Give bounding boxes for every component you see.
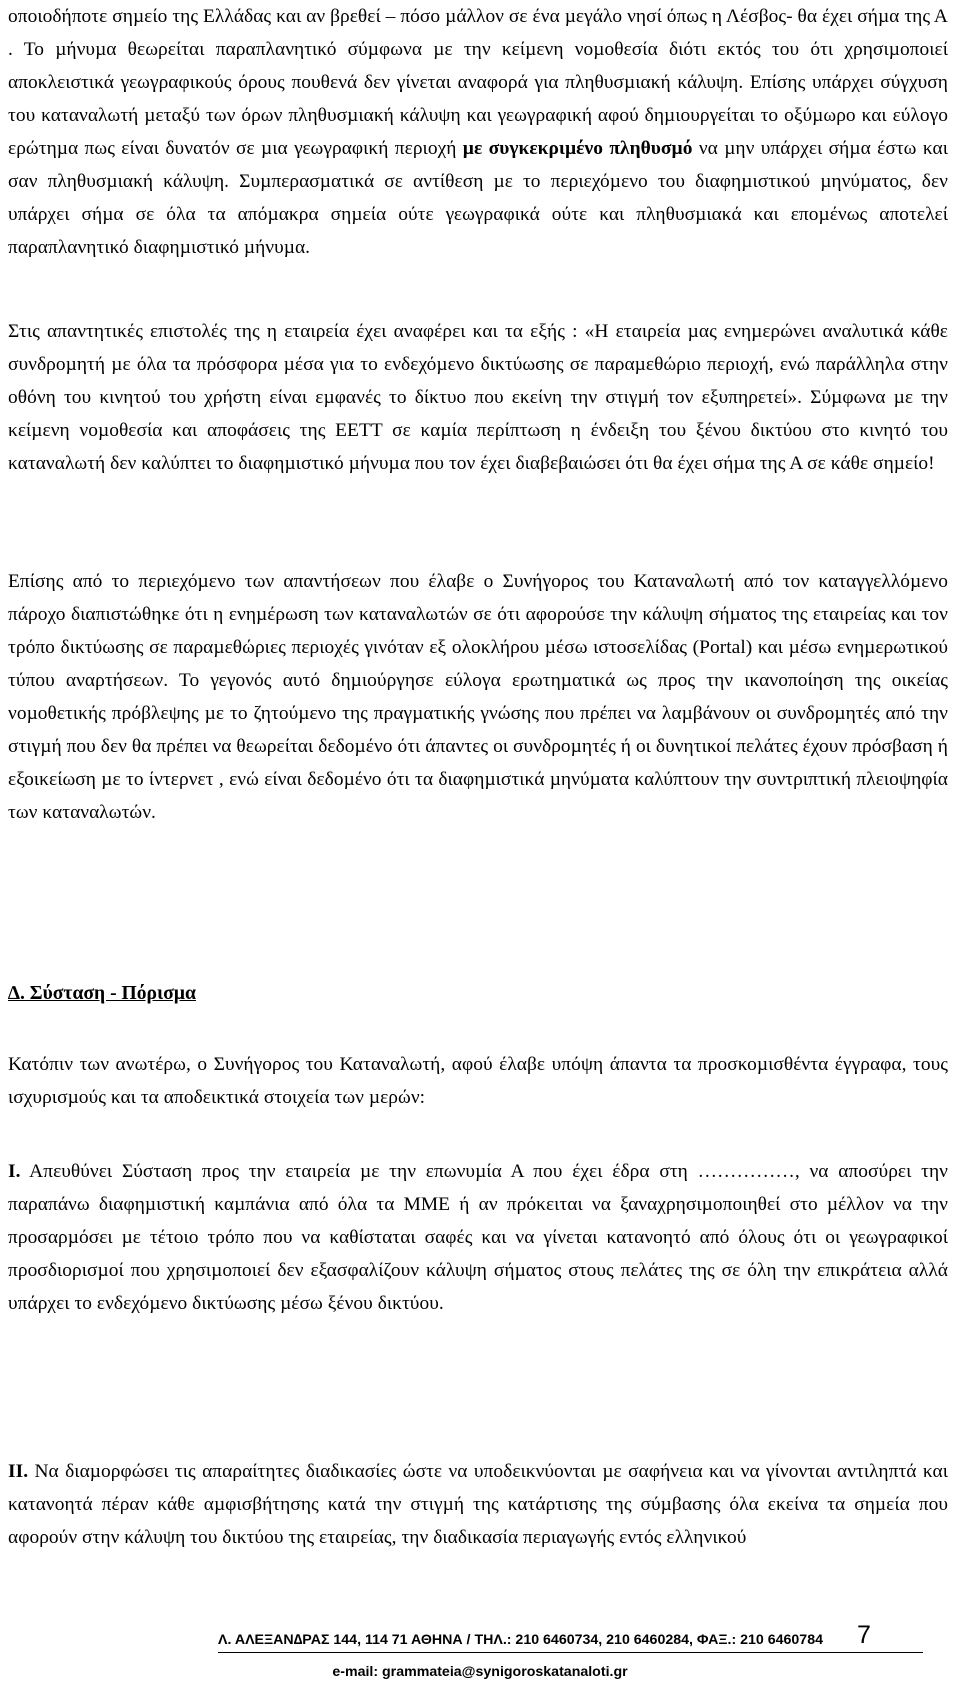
paragraph-text: να µην υπάρχει σήµα έστω και σαν πληθυσµιακή κάλυψη. Συµπερασµατικά σε αντίθεση µε το περιεχόµενο του διαφηµιστικού µηνύµατος, δεν υπάρχει σήµα σε όλα τα απόµακρα σηµεία ούτε γεωγραφικά ούτε και πληθυσµιακά και εποµένως αποτελεί παραπλανητικό διαφηµιστικό µήνυµα. [8, 138, 948, 258]
section-heading [8, 977, 196, 1010]
item-label: ΙΙ. [8, 1461, 29, 1482]
footer-divider [218, 1652, 923, 1653]
paragraph-provider-information: Επίσης από το περιεχόµενο των απαντήσεων που έλαβε ο Συνήγορος του Καταναλωτή από τον καταγγελλόµενο πάροχο διαπιστώθηκε ότι η ενηµέρωση των καταναλωτών σε ότι αφορούσε την κάλυψη σήµατος της εταιρείας και τον τρόπο δικτύωσης σε παραµεθώριες περιοχές γινόταν εξ ολοκλήρου µέσω ιστοσελίδας (Portal) και µέσω ενηµερωτικού τύπου αναρτήσεων. Το γεγονός αυτό δηµιούργησε εύλογα ερωτηµατικά ως προς την ικανοποίηση της οικείας νοµοθετικής πρόβλεψης µε το ζητούµενο της πραγµατικής γνώσης που πρέπει να λαµβάνουν οι συνδροµητές από την στιγµή που δεν θα πρέπει να θεωρείται δεδοµένο ότι άπαντες οι συνδροµητές ή οι δυνητικοί πελάτες έχουν πρόσβαση ή εξοικείωση µε το ίντερνετ , ενώ είναι δεδοµένο ότι τα διαφηµιστικά µηνύµατα καλύπτουν την συντριπτική πλειοψηφία των καταναλωτών. [8, 571, 948, 823]
recommendation-item-1 [8, 1155, 948, 1320]
item-label: Ι. [8, 1161, 21, 1182]
section-heading-text: ∆. Σύσταση - Πόρισµα [8, 983, 196, 1004]
bold-phrase: µε συγκεκριµένο πληθυσµό [462, 138, 693, 159]
page-number: 7 [857, 1621, 871, 1649]
recommendation-item-2 [8, 1455, 948, 1554]
footer-address: Λ. ΑΛΕΞΑΝ∆ΡΑΣ 144, 114 71 ΑΘΗΝΑ / ΤΗΛ.: 210 6460734, 210 6460284, ΦΑΞ.: 210 6460784 [218, 1632, 823, 1648]
footer-email: e-mail: grammateia@synigoroskatanaloti.gr [332, 1664, 628, 1680]
paragraph-text: οποιοδήποτε σηµείο της Ελλάδας και αν βρεθεί – πόσο µάλλον σε ένα µεγάλο νησί όπως η Λέσβος- θα έχει σήµα της Α . Το µήνυµα θεωρείται παραπλανητικό σύµφωνα µε την κείµενη νοµοθεσία διότι εκτός του ότι χρησιµοποιεί αποκλειστικά γεωγραφικούς όρους πουθενά δεν γίνεται αναφορά για πληθυσµιακή κάλυψη. Επίσης υπάρχει σύγχυση του καταναλωτή µεταξύ των όρων πληθυσµιακή κάλυψη και γεωγραφική αφού δηµιουργείται το οξύµωρο και εύλογο ερώτηµα πως είναι δυνατόν σε µια γεωγραφική περιοχή [8, 6, 948, 159]
paragraph-considerations: Κατόπιν των ανωτέρω, ο Συνήγορος του Καταναλωτή, αφού έλαβε υπόψη άπαντα τα προσκοµισθέντα έγγραφα, τους ισχυρισµούς και τα αποδεικτικά στοιχεία των µερών: [8, 1054, 948, 1108]
paragraph-advertising-analysis [8, 0, 948, 264]
paragraph-company-replies: Στις απαντητικές επιστολές της η εταιρεία έχει αναφέρει και τα εξής : «Η εταιρεία µας ενηµερώνει αναλυτικά κάθε συνδροµητή µε όλα τα πρόσφορα µέσα για το ενδεχόµενο δικτύωσης σε παραµεθώριο περιοχή, ενώ παράλληλα στην οθόνη του κινητού του χρήστη είναι εµφανές το δίκτυο που εκείνη την στιγµή τον εξυπηρετεί». Σύµφωνα µε την κείµενη νοµοθεσία και αποφάσεις της ΕΕΤΤ σε καµία περίπτωση η ένδειξη του ξένου δικτύου στο κινητό του καταναλωτή δεν καλύπτει το διαφηµιστικό µήνυµα που τον έχει διαβεβαιώσει ότι θα έχει σήµα της Α σε κάθε σηµείο! [8, 321, 948, 474]
item-text: Απευθύνει Σύσταση προς την εταιρεία µε την επωνυµία Α που έχει έδρα στη ……………, να αποσύρει την παραπάνω διαφηµιστική καµπάνια από όλα τα ΜΜΕ ή αν πρόκειται να ξαναχρησιµοποιηθεί στο µέλλον να την προσαρµόσει µε τέτοιο τρόπο που να καθίσταται σαφές και να γίνεται κατανοητό από όλους ότι οι γεωγραφικοί προσδιορισµοί που χρησιµοποιεί δεν εξασφαλίζουν κάλυψη σήµατος στους πελάτες της σε όλη την επικράτεια αλλά υπάρχει το ενδεχόµενο δικτύωσης µέσω ξένου δικτύου. [8, 1161, 948, 1314]
item-text: Να διαµορφώσει τις απαραίτητες διαδικασίες ώστε να υποδεικνύονται µε σαφήνεια και να γίνονται αντιληπτά και κατανοητά πέραν κάθε αµφισβήτησης κατά την στιγµή της κατάρτισης της σύµβασης όλα εκείνα τα σηµεία που αφορούν στην κάλυψη του δικτύου της εταιρείας, την διαδικασία περιαγωγής εντός ελληνικού [8, 1461, 948, 1548]
